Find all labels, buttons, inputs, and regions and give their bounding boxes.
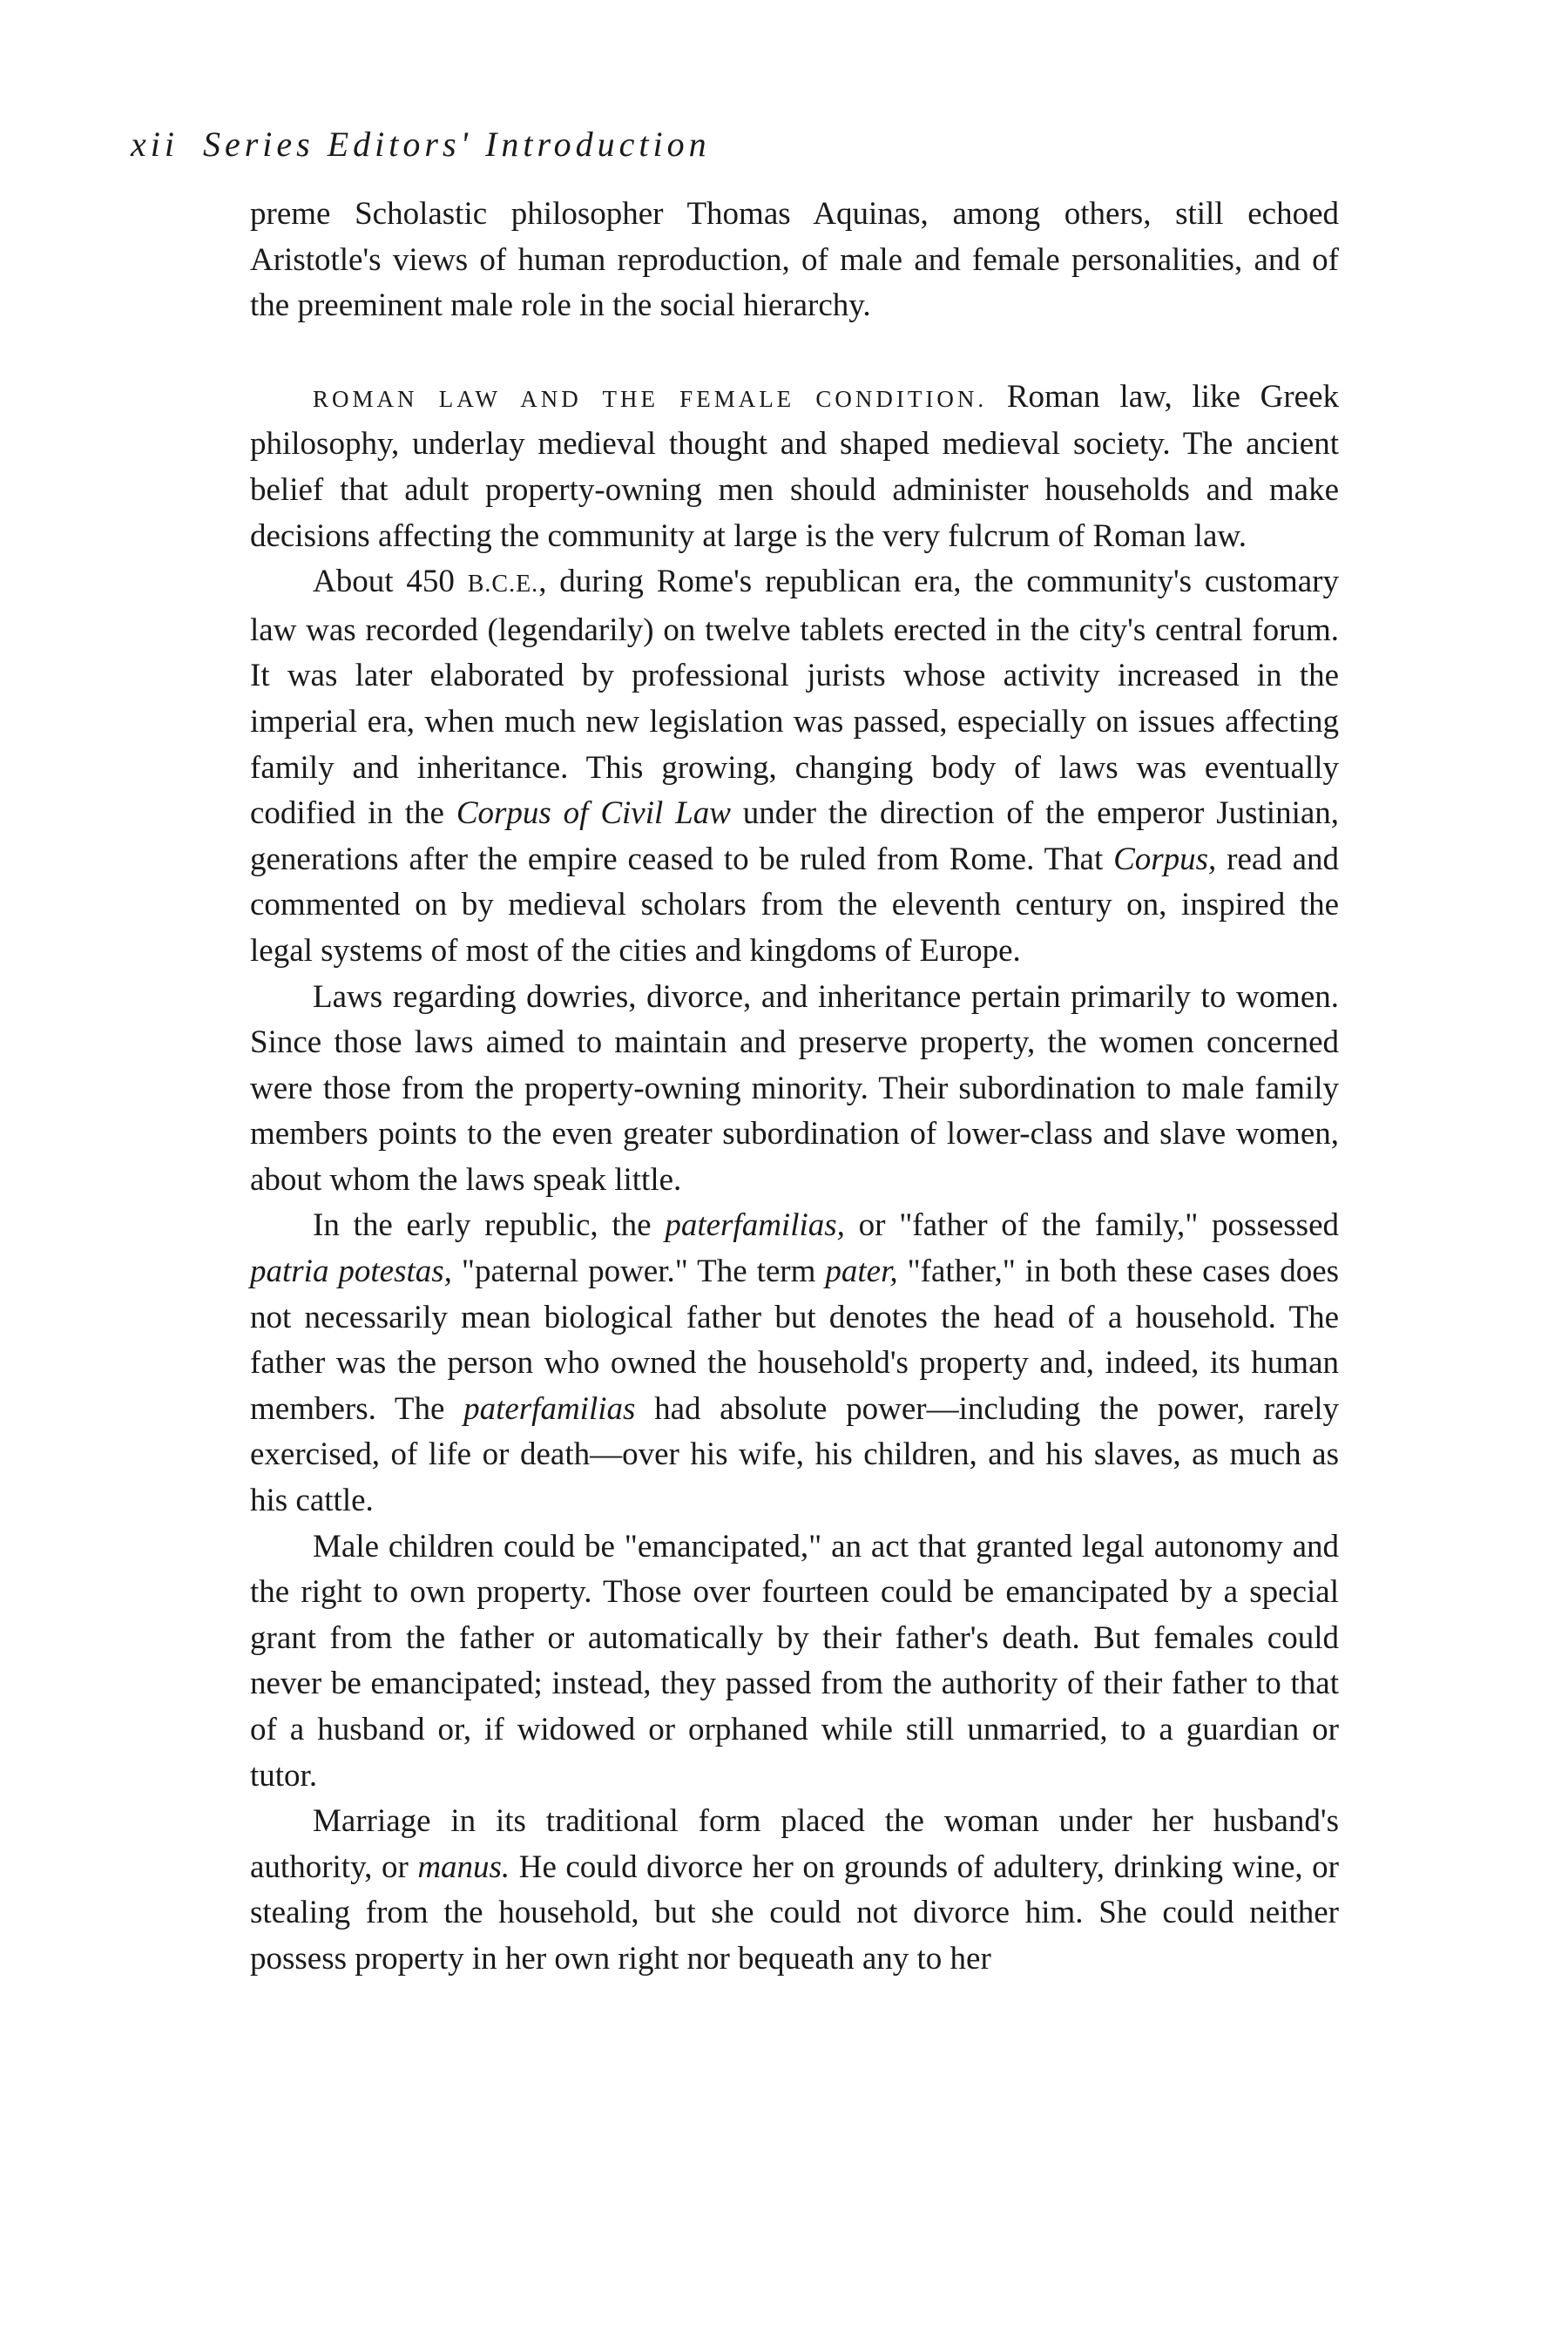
text-run: had absolute power—including the power, rarely exercised, of life or death—over his wife, his children, and his slaves, as much as his cattle.	[250, 1390, 1340, 1519]
running-head	[131, 124, 711, 165]
paragraph-twelve-tablets	[250, 559, 1339, 974]
text-run: read and commented on by medieval scholars from the eleventh century on, inspired the legal systems of most of the cities and kingdoms of Europe.	[250, 841, 1340, 969]
paragraph-marriage	[250, 1799, 1339, 1982]
text-run: Marriage in its traditional form placed the woman under her husband's authority, or	[250, 1803, 1339, 1885]
section-break	[250, 329, 1339, 375]
paragraph-emancipation: Male children could be "emancipated," an act that granted legal autonomy and the right to own property. Those over fourteen could be emancipated by a special grant from the father or automatically by their father's death. But females could never be emancipated; instead, they passed from the authority of their father to that of a husband or, if widowed or orphaned while still unmarried, to a guardian or tutor.	[250, 1528, 1339, 1794]
text-run: He could divorce her on grounds of adultery, drinking wine, or stealing from the household, but she could not divorce him. She could neither possess property in her own right nor bequeath any to her	[250, 1848, 1339, 1977]
italic-term: paterfamilias	[463, 1390, 636, 1427]
text-run: "father," in both these cases does not necessarily mean biological father but denotes the head of a household. The father was the person who owned the household's property and, indeed, its human members. The	[250, 1254, 1340, 1427]
italic-term: patria potestas,	[250, 1254, 452, 1290]
paragraph-continuation: preme Scholastic philosopher Thomas Aquinas, among others, still echoed Aristotle's views of human reproduction, of male and female personalities, and of the preeminent male role in the social hierarchy.	[250, 196, 1339, 324]
text-run: "paternal power." The term	[461, 1254, 816, 1290]
italic-term: paterfamilias,	[665, 1207, 845, 1244]
paragraph-text: Roman law, like Greek philosophy, underlay medieval thought and shaped medieval society. The ancient belief that adult property-owning men should administer households and make decisions affecting the community at large is the very fulcrum of Roman law.	[250, 378, 1339, 554]
text-run: or "father of the family," possessed	[858, 1207, 1339, 1244]
text-run: under the direction of the emperor Justinian, generations after the empire ceased to be ruled from Rome. That	[250, 795, 1340, 877]
italic-term: Corpus,	[1113, 841, 1217, 877]
section-heading: ROMAN LAW AND THE FEMALE CONDITION.	[313, 385, 988, 412]
paragraph-dowries: Laws regarding dowries, divorce, and inheritance pertain primarily to women. Since those laws aimed to maintain and preserve property, the women concerned were those from the property-owning minority. Their subordination to male family members points to the even greater subordination of lower-class and slave women, about whom the laws speak little.	[250, 978, 1339, 1198]
paragraph-roman-law	[250, 375, 1339, 559]
running-head-title: Series Editors' Introduction	[202, 125, 711, 164]
italic-term: pater,	[825, 1254, 898, 1290]
body-text	[250, 192, 1339, 1983]
italic-term: manus.	[417, 1848, 510, 1885]
italic-title: Corpus of Civil Law	[456, 795, 731, 832]
text-run: , during Rome's republican era, the community's customary law was recorded (legendarily) on twelve tablets erected in the city's central forum. It was later elaborated by professional jurists whose activity increased in the imperial era, when much new legislation was passed, especially on issues affecting family and inheritance. This growing, changing body of laws was eventually codified in the	[250, 564, 1339, 832]
page-number: xii	[131, 125, 179, 164]
era-abbreviation: B.C.E.	[467, 571, 539, 598]
text-run: In the early republic, the	[313, 1207, 652, 1244]
text-run: About 450	[313, 564, 455, 600]
paragraph-paterfamilias	[250, 1203, 1339, 1524]
